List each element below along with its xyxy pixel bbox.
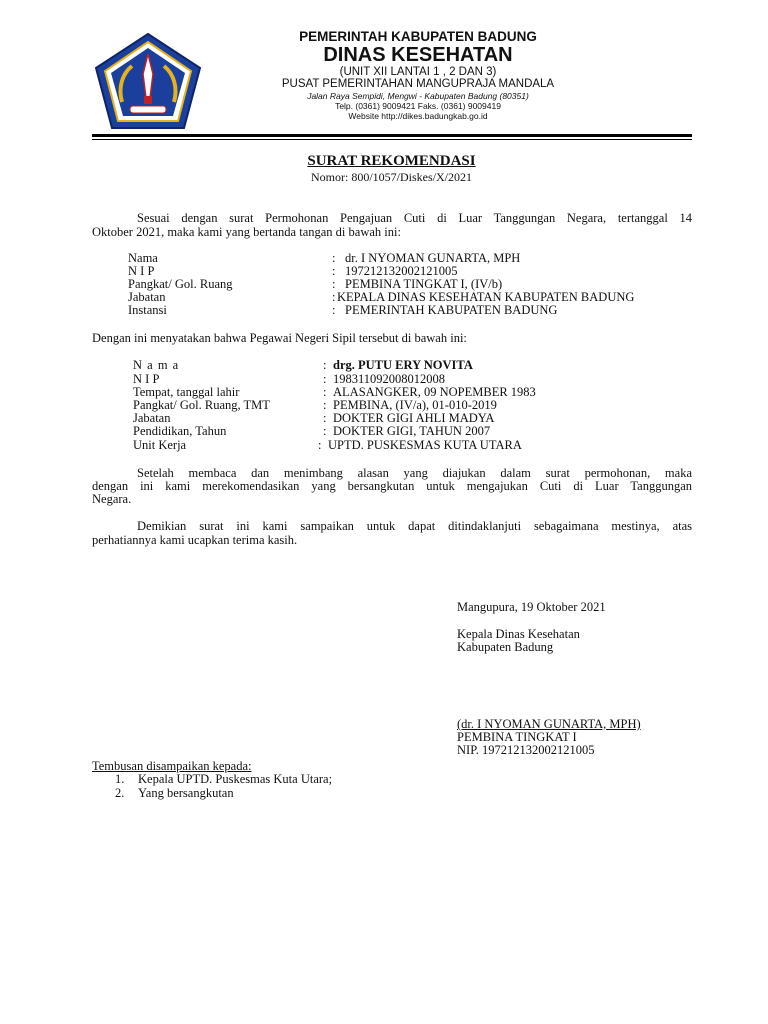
- signer-label-agency: Instansi: [128, 303, 167, 317]
- employee-label-position: Jabatan: [133, 411, 171, 425]
- employee-label-nip: N I P: [133, 372, 160, 386]
- header-rule-thin: [92, 139, 692, 140]
- intro-line-1: Sesuai dengan surat Permohonan Pengajuan Cuti di Luar Tanggungan Negara, tertanggal 14: [137, 211, 692, 225]
- para2-line-3: Negara.: [92, 492, 132, 506]
- header-phone: Telp. (0361) 9009421 Faks. (0361) 9009419: [335, 101, 501, 111]
- header-center: PUSAT PEMERINTAHAN MANGUPRAJA MANDALA: [281, 78, 555, 90]
- employee-value-position: DOKTER GIGI AHLI MADYA: [333, 411, 495, 425]
- signer-value-position: KEPALA DINAS KESEHATAN KABUPATEN BADUNG: [337, 290, 635, 304]
- header-agency: DINAS KESEHATAN: [323, 44, 513, 66]
- employee-value-birth: ALASANGKER, 09 NOPEMBER 1983: [333, 385, 536, 399]
- signer-label-name: Nama: [128, 251, 158, 265]
- signer-label-rank: Pangkat/ Gol. Ruang: [128, 277, 233, 291]
- signer-value-nip: 197212132002121005: [345, 264, 458, 278]
- para2-line-1: Setelah membaca dan menimbang alasan yang diajukan dalam surat permohonan, maka: [137, 466, 692, 480]
- header-government: PEMERINTAH KABUPATEN BADUNG: [299, 29, 537, 44]
- header-address: Jalan Raya Sempidi, Mengwi - Kabupaten Badung (80351): [307, 91, 529, 101]
- employee-sep-name: :: [323, 358, 327, 372]
- signature-place-date: Mangupura, 19 Oktober 2021: [457, 600, 606, 614]
- employee-label-education: Pendidikan, Tahun: [133, 424, 227, 438]
- employee-value-name: drg. PUTU ERY NOVITA: [333, 358, 473, 372]
- signature-position-1: Kepala Dinas Kesehatan: [457, 627, 580, 641]
- header-unit: (UNIT XII LANTAI 1 , 2 DAN 3): [339, 66, 497, 78]
- signature-rank: PEMBINA TINGKAT I: [457, 730, 577, 744]
- cc-title: Tembusan disampaikan kepada:: [92, 759, 252, 773]
- signer-label-nip: N I P: [128, 264, 155, 278]
- regency-logo: [92, 30, 204, 130]
- signer-value-rank: PEMBINA TINGKAT I, (IV/b): [345, 277, 503, 291]
- cc-item-2-text: Yang bersangkutan: [138, 786, 234, 800]
- header-rule-thick: [92, 134, 692, 137]
- employee-sep-rank: :: [323, 398, 327, 412]
- signer-sep-nip: :: [332, 264, 336, 278]
- signer-sep-rank: :: [332, 277, 336, 291]
- employee-value-nip: 198311092008012008: [333, 372, 446, 386]
- employee-sep-nip: :: [323, 372, 327, 386]
- signer-value-agency: PEMERINTAH KABUPATEN BADUNG: [345, 303, 558, 317]
- cc-item-1-number: 1.: [115, 772, 125, 786]
- letter-number: Nomor: 800/1057/Diskes/X/2021: [311, 170, 472, 184]
- signer-value-name: dr. I NYOMAN GUNARTA, MPH: [345, 251, 521, 265]
- statement-text: Dengan ini menyatakan bahwa Pegawai Negeri Sipil tersebut di bawah ini:: [92, 331, 467, 345]
- employee-value-education: DOKTER GIGI, TAHUN 2007: [333, 424, 491, 438]
- signer-label-position: Jabatan: [128, 290, 166, 304]
- employee-label-rank: Pangkat/ Gol. Ruang, TMT: [133, 398, 270, 412]
- employee-sep-unit: :: [318, 438, 322, 452]
- employee-label-birth: Tempat, tanggal lahir: [133, 385, 240, 399]
- letter-title: SURAT REKOMENDASI: [307, 153, 476, 169]
- para3-line-2: perhatiannya kami ucapkan terima kasih.: [92, 533, 298, 547]
- employee-label-unit: Unit Kerja: [133, 438, 187, 452]
- employee-value-rank: PEMBINA, (IV/a), 01-010-2019: [333, 398, 497, 412]
- cc-item-1-text: Kepala UPTD. Puskesmas Kuta Utara;: [138, 772, 333, 786]
- header-website: Website http://dikes.badungkab.go.id: [348, 111, 488, 121]
- employee-value-unit: UPTD. PUSKESMAS KUTA UTARA: [328, 438, 522, 452]
- intro-line-2: Oktober 2021, maka kami yang bertanda tangan di bawah ini:: [92, 225, 401, 239]
- employee-sep-education: :: [323, 424, 327, 438]
- employee-sep-position: :: [323, 411, 327, 425]
- signer-sep-name: :: [332, 251, 336, 265]
- cc-item-2-number: 2.: [115, 786, 125, 800]
- signer-sep-position: :: [332, 290, 336, 304]
- signature-position-2: Kabupaten Badung: [457, 640, 554, 654]
- para3-line-1: Demikian surat ini kami sampaikan untuk dapat ditindaklanjuti sebagaimana mestinya, atas: [137, 519, 692, 533]
- signature-nip: NIP. 197212132002121005: [457, 743, 595, 757]
- signer-sep-agency: :: [332, 303, 336, 317]
- employee-label-name: N a m a: [133, 358, 180, 372]
- signature-name: (dr. I NYOMAN GUNARTA, MPH): [457, 717, 641, 731]
- para2-line-2: dengan ini kami merekomendasikan yang bersangkutan untuk mengajukan Cuti di Luar Tanggungan: [92, 479, 692, 493]
- employee-sep-birth: :: [323, 385, 327, 399]
